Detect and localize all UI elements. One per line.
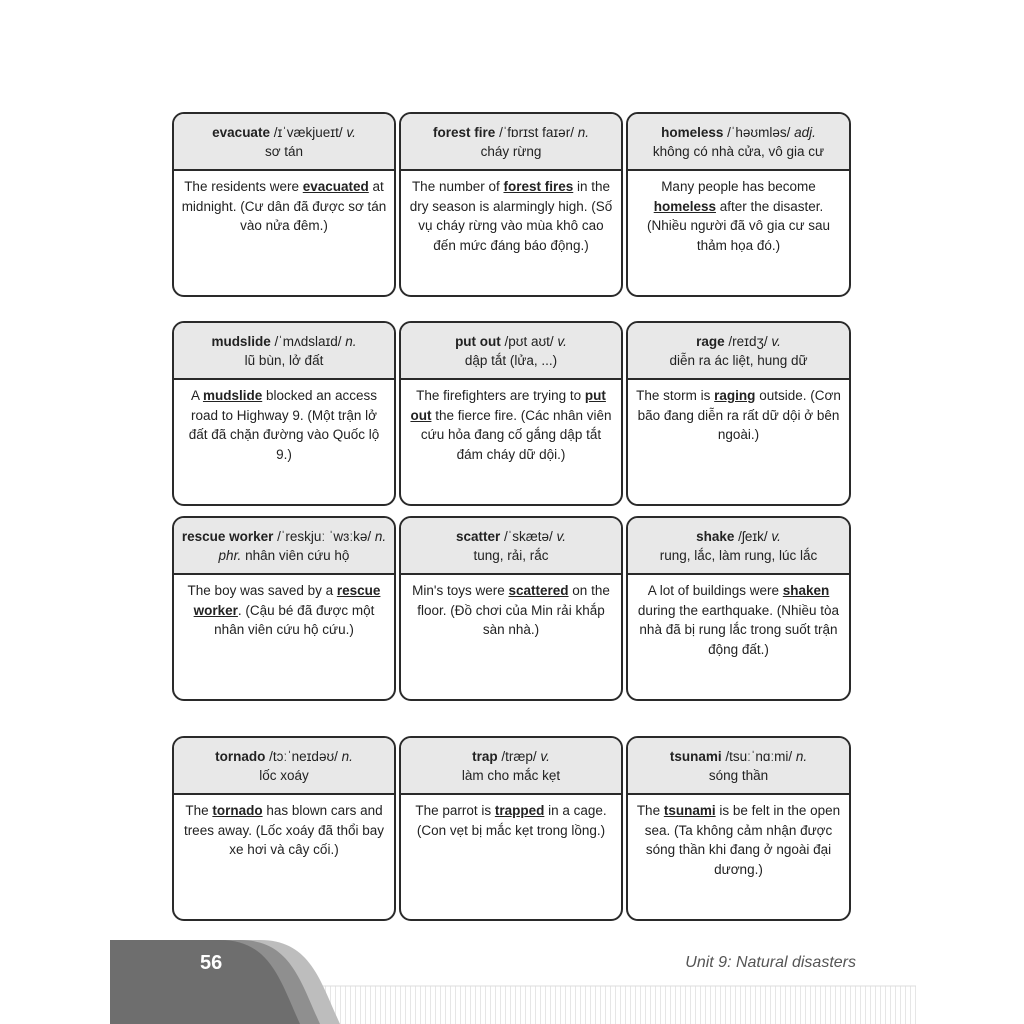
highlighted-word: rescue worker <box>193 583 381 618</box>
meaning: cháy rừng <box>480 144 542 159</box>
vocab-word: homeless <box>661 125 724 140</box>
example-text: after the disaster. (Nhiều người đã vô gia cư sau thảm họa đó.) <box>646 198 831 253</box>
phonetic: /pʊt aʊt/ <box>500 334 558 349</box>
highlighted-word: tsunami <box>663 803 716 818</box>
part-of-speech: n. <box>341 749 353 764</box>
vocab-card-homeless <box>626 112 851 297</box>
highlighted-word: scattered <box>508 583 569 598</box>
example-text: the fierce fire. (Các nhân viên cứu hỏa đang cố gắng dập tắt đám cháy dữ dội.) <box>420 407 612 462</box>
part-of-speech: v. <box>771 529 781 544</box>
highlighted-word: forest fires <box>503 179 574 194</box>
phonetic: /ˈskætə/ <box>500 529 557 544</box>
example-sentence <box>401 380 621 464</box>
vocab-word: mudslide <box>211 334 271 349</box>
example-text: . (Cậu bé đã được một nhân viên cứu hộ cứu.) <box>214 602 375 637</box>
meaning: tung, rải, rắc <box>473 548 549 563</box>
vocab-word: tornado <box>215 749 266 764</box>
vocab-card-trap <box>399 736 623 921</box>
example-text: outside. (Cơn bão đang diễn ra rất dữ dội ở bên ngoài.) <box>637 388 841 442</box>
vocab-card-evacuate <box>172 112 396 297</box>
example-text: A <box>190 388 203 403</box>
example-text: The storm is <box>636 388 715 403</box>
vocab-word: rescue worker <box>181 529 274 544</box>
part-of-speech: n. phr. <box>218 529 387 563</box>
phonetic: /ˈreskjuː ˈwɜːkə/ <box>273 529 375 544</box>
example-sentence <box>174 575 394 640</box>
example-text: The boy was saved by a <box>187 583 337 598</box>
example-text: is be felt in the open sea. (Ta không cảm nhận được sóng thần khi đang ở ngoài đại dương.) <box>644 803 841 877</box>
part-of-speech: n. <box>577 125 589 140</box>
example-text: on the floor. (Đồ chơi của Min rải khắp sàn nhà.) <box>417 583 610 637</box>
example-sentence <box>174 380 394 464</box>
meaning: làm cho mắc kẹt <box>461 768 561 783</box>
part-of-speech: v. <box>540 749 550 764</box>
highlighted-word: mudslide <box>202 388 263 403</box>
example-text: The residents were <box>184 179 303 194</box>
vocab-word: evacuate <box>212 125 270 140</box>
example-text: The parrot is <box>415 803 495 818</box>
highlighted-word: shaken <box>782 583 830 598</box>
phonetic: /tsuːˈnɑːmi/ <box>721 749 796 764</box>
meaning: diễn ra ác liệt, hung dữ <box>669 353 808 368</box>
part-of-speech: v. <box>771 334 781 349</box>
part-of-speech: adj. <box>794 125 816 140</box>
vocab-word: forest fire <box>433 125 496 140</box>
vocab-card-shake <box>626 516 851 701</box>
highlighted-word: homeless <box>653 198 716 214</box>
vocab-word: scatter <box>455 529 501 544</box>
example-text: in a cage. (Con vẹt bị mắc kẹt trong lồng.) <box>416 803 607 838</box>
example-text: A lot of buildings were <box>647 583 783 598</box>
example-text: Many people has become <box>661 179 816 194</box>
page-number: 56 <box>200 952 223 974</box>
meaning: nhân viên cứu hộ <box>245 548 350 563</box>
example-sentence <box>628 380 849 445</box>
meaning: dập tắt (lửa, ...) <box>464 353 558 368</box>
example-text: The <box>185 803 213 818</box>
part-of-speech: v. <box>346 125 356 140</box>
example-text: during the earthquake. (Nhiều tòa nhà đã bị rung lắc trong suốt trận động đất.) <box>637 602 840 657</box>
vocab-card-rage <box>626 321 851 506</box>
vocab-card-mudslide <box>172 321 396 506</box>
example-sentence <box>401 171 621 255</box>
meaning: lốc xoáy <box>259 768 309 783</box>
meaning: sóng thần <box>708 768 769 783</box>
unit-title: Unit 9: Natural disasters <box>685 954 856 971</box>
phonetic: /reɪdʒ/ <box>724 334 772 349</box>
card-header <box>401 114 621 171</box>
example-text: Min's toys were <box>412 583 509 598</box>
meaning: lũ bùn, lở đất <box>244 353 324 368</box>
example-sentence <box>628 575 849 659</box>
phonetic: /ʃeɪk/ <box>734 529 772 544</box>
part-of-speech: v. <box>557 334 567 349</box>
vocab-card-put-out <box>399 321 623 506</box>
card-header <box>628 114 849 171</box>
vocab-word: trap <box>472 749 498 764</box>
example-text: The number of <box>411 179 504 194</box>
example-sentence <box>401 575 621 640</box>
example-text: The <box>636 803 664 818</box>
card-header <box>174 323 394 380</box>
card-header <box>401 738 621 795</box>
meaning: không có nhà cửa, vô gia cư <box>652 144 825 159</box>
example-sentence <box>174 171 394 236</box>
footer-decoration <box>110 940 916 1024</box>
phonetic: /tɔːˈneɪdəʊ/ <box>265 749 342 764</box>
vocab-card-forest-fire <box>399 112 623 297</box>
vocab-word: put out <box>455 334 501 349</box>
example-text: blocked an access road to Highway 9. (Một trận lở đất đã chặn đường vào Quốc lộ 9.) <box>188 388 380 462</box>
card-header <box>401 518 621 575</box>
highlighted-word: put out <box>410 388 606 423</box>
example-text: at midnight. (Cư dân đã được sơ tán vào nửa đêm.) <box>181 179 387 233</box>
phonetic: /ˈmʌdslaɪd/ <box>270 334 346 349</box>
highlighted-word: evacuated <box>302 179 369 194</box>
card-header <box>628 738 849 795</box>
example-text: has blown cars and trees away. (Lốc xoáy đã thổi bay xe hơi và cây cối.) <box>183 803 385 857</box>
example-sentence <box>401 795 621 840</box>
part-of-speech: v. <box>556 529 567 544</box>
phonetic: /ˈfɒrɪst faɪər/ <box>495 125 578 140</box>
highlighted-word: trapped <box>494 803 545 818</box>
phonetic: /ɪˈvækjueɪt/ <box>269 125 347 140</box>
card-header <box>628 323 849 380</box>
example-text: The firefighters are trying to <box>416 388 585 403</box>
vocab-card-tornado <box>172 736 396 921</box>
vocab-card-tsunami <box>626 736 851 921</box>
meaning: sơ tán <box>264 144 304 159</box>
phonetic: /træp/ <box>497 749 541 764</box>
example-sentence <box>628 795 849 879</box>
vocab-card-scatter <box>399 516 623 701</box>
example-sentence <box>174 795 394 860</box>
part-of-speech: n. <box>795 749 808 764</box>
meaning: rung, lắc, làm rung, lúc lắc <box>659 548 818 563</box>
vocab-card-rescue-worker <box>172 516 396 701</box>
part-of-speech: n. <box>345 334 357 349</box>
card-header <box>174 114 394 171</box>
example-text: in the dry season is alarmingly high. (Số vụ cháy rừng vào mùa khô cao đến mức đáng báo động.) <box>409 179 613 253</box>
vocab-word: tsunami <box>669 749 722 764</box>
card-header <box>174 738 394 795</box>
example-sentence <box>628 171 849 255</box>
vocab-word: shake <box>696 529 735 544</box>
vocab-word: rage <box>696 334 725 349</box>
phonetic: /ˈhəʊmləs/ <box>723 125 795 140</box>
highlighted-word: tornado <box>212 803 263 818</box>
card-header <box>628 518 849 575</box>
highlighted-word: raging <box>714 388 756 403</box>
card-header <box>401 323 621 380</box>
card-header <box>174 518 394 575</box>
